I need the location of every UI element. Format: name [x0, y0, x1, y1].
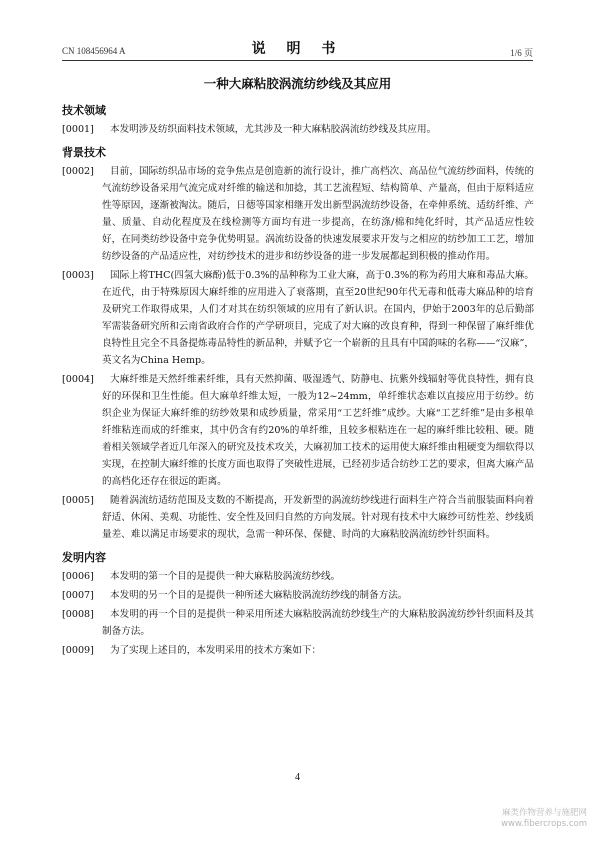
page-header [62, 36, 533, 62]
section-heading-technical-field: 技术领域 [62, 104, 106, 117]
invention-title: 一种大麻粘胶涡流纺纱线及其应用 [203, 76, 392, 91]
paragraph-number: [0008] [62, 609, 94, 620]
paragraph-0002 [62, 163, 534, 265]
paragraph-text: 为了实现上述目的，本发明采用的技术方案如下： [110, 645, 322, 656]
paragraph-text: 随着涡流纺适纺范围及支数的不断提高，开发新型的涡流纺纱线进行面料生产符合当前服装面料向着舒适、休闲、美观、功能性、安全性及回归自然的方向发展。针对现有技术中大麻纱可纺性差、纱线质量差、难以满足市场要求的现状，急需一种环保、保健、时尚的大麻粘胶涡流纺纱针织面料。 [102, 495, 534, 540]
paragraph-number: [0005] [62, 495, 94, 506]
paragraph-0007 [62, 587, 534, 604]
patent-number: CN 108456964 A [62, 46, 126, 56]
section-heading-summary: 发明内容 [62, 551, 106, 564]
paragraph-text: 本发明的另一个目的是提供一种所述大麻粘胶涡流纺纱线的制备方法。 [110, 590, 408, 601]
page-ratio: 1/6 页 [510, 48, 533, 58]
watermark-url: www.fibercrops.com [501, 819, 587, 829]
paragraph-0006 [62, 568, 534, 585]
paragraph-number: [0007] [62, 590, 94, 601]
document-body [62, 104, 534, 661]
paragraph-text: 本发明的再一个目的是提供一种采用所述大麻粘胶涡流纺纱线生产的大麻粘胶涡流纺纱针织面料及其制备方法。 [102, 609, 534, 637]
paragraph-text: 本发明涉及纺织面料技术领域，尤其涉及一种大麻粘胶涡流纺纱线及其应用。 [110, 124, 437, 135]
paragraph-number: [0009] [62, 645, 94, 656]
paragraph-text: 本发明的第一个目的是提供一种大麻粘胶涡流纺纱线。 [110, 571, 341, 582]
paragraph-number: [0006] [62, 571, 94, 582]
section-heading-background: 背景技术 [62, 146, 106, 159]
header-divider [62, 60, 533, 61]
paragraph-0001 [62, 121, 534, 138]
paragraph-number: [0004] [62, 374, 94, 385]
document-type-title: 说 明 书 [251, 41, 344, 57]
paragraph-number: [0001] [62, 124, 94, 135]
paragraph-0008 [62, 606, 534, 640]
paragraph-text: 大麻纤维是天然纤维素纤维，具有天然抑菌、吸湿透气、防静电、抗紫外线辐射等优良特性，拥有良好的环保和卫生性能。但大麻单纤维太短，一般为12~24mm，单纤维状态难以直接应用于纺纱。纺织企业为保证大麻纤维的纺纱效果和成纱质量，常采用“工艺纤维”成纱。大麻“工艺纤维”是由多根单纤维粘连而成的纤维束，其中仍含有约20%的单纤维，且较多根粘连在一起的麻纤维比较粗、硬。随着相关领域学者近几年深入的研究及技术攻关，大麻初加工技术的运用使大麻纤维由粗硬变为细软得以实现，在控制大麻纤维的长度方面也取得了突破性进展，已经初步适合纺纱工艺的要求，但离大麻产品的高档化还存在很远的距离。 [102, 374, 534, 487]
paragraph-number: [0003] [62, 270, 94, 281]
paragraph-text: 目前，国际纺织品市场的竞争焦点是创造新的流行设计，推广高档次、高品位气流纺纱面料，传统的气流纺纱设备采用气流完成对纤维的输送和加捻，其工艺流程短、结构简单、产量高，但由于原料适应性等原因，逐渐被淘汰。随后，日德等国家相继开发出新型涡流纺纱设备，在牵伸系统、适纺纤维、产量、质量、自动化程度及在线检测等方面均有进一步提高，在纺涤/棉和纯化纤时，其产品适应性较好，在同类纺纱设备中竞争优势明显。涡流纺设备的快速发展要求开发与之相应的纺纱加工工艺，增加纺纱设备的产品适应性，对纺纱技术的进步和纺纱设备的进一步发展都起到积极的推动作用。 [102, 166, 534, 262]
paragraph-0004 [62, 371, 534, 490]
watermark [501, 808, 587, 830]
paragraph-number: [0002] [62, 166, 94, 177]
page-number: 4 [295, 772, 300, 783]
paragraph-0005 [62, 492, 534, 543]
paragraph-0003 [62, 267, 534, 369]
paragraph-0009 [62, 642, 534, 659]
watermark-site-name: 麻类作物营养与施肥网 [501, 808, 587, 818]
paragraph-text: 国际上将THC(四氢大麻酚)低于0.3%的品种称为工业大麻，高于0.3%的称为药用大麻和毒品大麻。在近代，由于特殊原因大麻纤维的应用进入了衰落期，直至20世纪90年代无毒和低毒大麻品种的培育及研究工作取得成果，人们才对其在纺织领域的应用有了新认识。在国内，伊始于2003年的总后勤部军需装备研究所和云南省政府合作的产学研项目，完成了对大麻的改良育种，得到一种保留了麻纤维优良特性且完全不具备提炼毒品特性的新品种，并赋予它一个崭新的且具有中国韵味的名称——“汉麻”，英文名为China Hemp。 [102, 270, 534, 366]
